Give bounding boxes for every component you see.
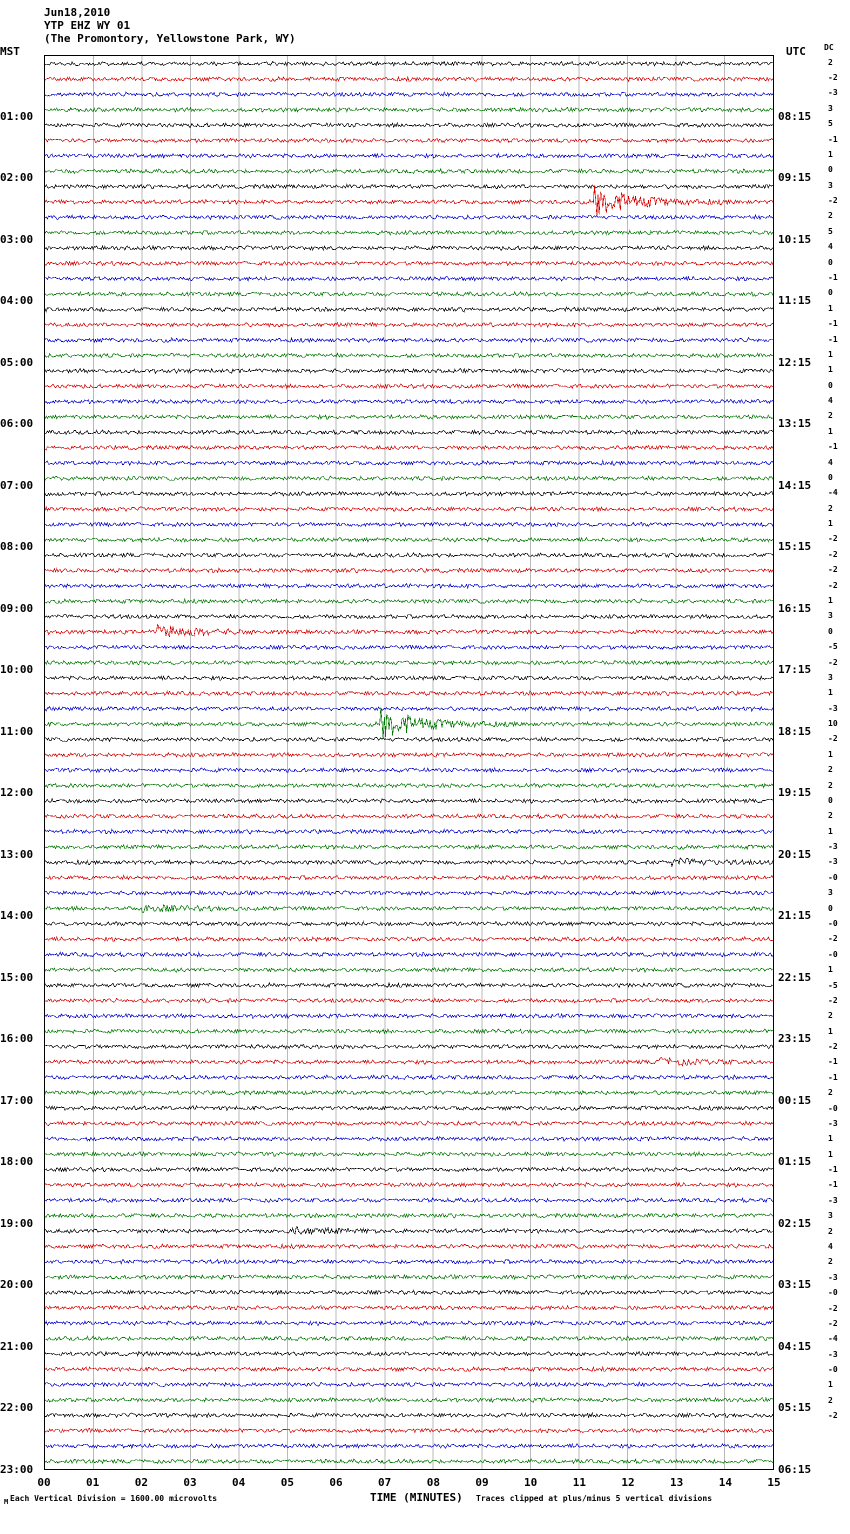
- dc-value: -2: [828, 73, 838, 83]
- header-location: (The Promontory, Yellowstone Park, WY): [44, 32, 296, 45]
- dc-value: 4: [828, 1241, 833, 1251]
- dc-value: -2: [828, 1411, 838, 1421]
- dc-value: 3: [828, 1211, 833, 1221]
- dc-value: 3: [828, 103, 833, 113]
- header-station: YTP EHZ WY 01: [44, 19, 131, 32]
- dc-value: 1: [828, 365, 833, 375]
- left-time-tick: 11:00: [0, 724, 34, 738]
- right-time-tick: 13:15: [778, 417, 812, 431]
- x-axis-tick: 07: [378, 1476, 392, 1489]
- dc-value: 3: [828, 180, 833, 190]
- left-time-tick: 16:00: [0, 1032, 34, 1046]
- right-time-tick: 08:15: [778, 109, 812, 123]
- right-time-tick: 17:15: [778, 663, 812, 677]
- right-time-tick: 11:15: [778, 294, 812, 308]
- right-time-tick: 22:15: [778, 970, 812, 984]
- dc-value: 1: [828, 1380, 833, 1390]
- dc-value: 0: [828, 903, 833, 913]
- x-axis-tick: 01: [86, 1476, 100, 1489]
- left-time-tick: 09:00: [0, 601, 34, 615]
- dc-value: 2: [828, 780, 833, 790]
- left-time-tick: 23:00: [0, 1463, 34, 1476]
- dc-value: -1: [828, 273, 838, 283]
- dc-value: -4: [828, 1334, 838, 1344]
- dc-value: 2: [828, 211, 833, 221]
- dc-value: -3: [828, 1118, 838, 1128]
- dc-value: 2: [828, 1226, 833, 1236]
- dc-value: 2: [828, 1088, 833, 1098]
- left-axis-label: MST: [0, 45, 20, 58]
- left-time-tick: 13:00: [0, 847, 34, 861]
- left-time-tick: 08:00: [0, 540, 34, 554]
- right-time-tick: 05:15: [778, 1401, 812, 1415]
- x-axis-tick: 04: [232, 1476, 246, 1489]
- dc-value: 1: [828, 426, 833, 436]
- right-time-tick: 10:15: [778, 232, 812, 246]
- right-time-tick: 23:15: [778, 1032, 812, 1046]
- right-time-tick: 12:15: [778, 355, 812, 369]
- dc-value: -1: [828, 334, 838, 344]
- dc-value: 0: [828, 380, 833, 390]
- trace-grid: [45, 56, 773, 1469]
- dc-value: -1: [828, 1057, 838, 1067]
- unit-marker: M: [4, 1498, 9, 1506]
- right-time-tick: 14:15: [778, 478, 812, 492]
- left-time-tick: 01:00: [0, 109, 34, 123]
- dc-value: 3: [828, 672, 833, 682]
- left-time-tick: 20:00: [0, 1278, 34, 1292]
- dc-column-label: DC: [824, 43, 834, 52]
- dc-value: -0: [828, 1103, 838, 1113]
- dc-value: -2: [828, 1318, 838, 1328]
- dc-value: -2: [828, 549, 838, 559]
- dc-value: 1: [828, 149, 833, 159]
- dc-value: 2: [828, 1395, 833, 1405]
- right-time-tick: 21:15: [778, 909, 812, 923]
- dc-value: 2: [828, 411, 833, 421]
- dc-value: -3: [828, 1272, 838, 1282]
- left-time-tick: 04:00: [0, 294, 34, 308]
- x-axis-tick: 02: [134, 1476, 148, 1489]
- dc-value: -1: [828, 1165, 838, 1175]
- dc-value: 10: [828, 719, 838, 729]
- x-axis-tick: 13: [670, 1476, 684, 1489]
- dc-value: 0: [828, 795, 833, 805]
- right-time-tick: 20:15: [778, 847, 812, 861]
- dc-value: -2: [828, 995, 838, 1005]
- right-axis-label: UTC: [786, 45, 806, 58]
- dc-value: -3: [828, 842, 838, 852]
- dc-value: 1: [828, 1149, 833, 1159]
- dc-value: 4: [828, 242, 833, 252]
- left-time-tick: 05:00: [0, 355, 34, 369]
- left-time-tick: 03:00: [0, 232, 34, 246]
- x-axis-tick: 14: [718, 1476, 732, 1489]
- dc-value: -2: [828, 1042, 838, 1052]
- dc-value: 1: [828, 1026, 833, 1036]
- left-time-tick: 17:00: [0, 1093, 34, 1107]
- right-time-tick: 02:15: [778, 1216, 812, 1230]
- dc-value: 1: [828, 749, 833, 759]
- dc-value: -3: [828, 1349, 838, 1359]
- dc-value: -1: [828, 134, 838, 144]
- dc-value: -1: [828, 1180, 838, 1190]
- dc-value: 2: [828, 765, 833, 775]
- dc-value: -0: [828, 949, 838, 959]
- x-axis-tick: 05: [280, 1476, 294, 1489]
- right-time-tick: 15:15: [778, 540, 812, 554]
- dc-value: 5: [828, 226, 833, 236]
- x-axis-tick: 08: [426, 1476, 440, 1489]
- right-time-tick: 18:15: [778, 724, 812, 738]
- dc-value: -1: [828, 1072, 838, 1082]
- dc-value: 1: [828, 965, 833, 975]
- dc-value: 5: [828, 119, 833, 129]
- dc-value: -2: [828, 196, 838, 206]
- right-time-tick: 09:15: [778, 171, 812, 185]
- x-axis-tick: 06: [329, 1476, 343, 1489]
- dc-value: 1: [828, 349, 833, 359]
- left-time-tick: 18:00: [0, 1155, 34, 1169]
- dc-value: -0: [828, 918, 838, 928]
- dc-value: 1: [828, 688, 833, 698]
- right-time-tick: 03:15: [778, 1278, 812, 1292]
- header-date: Jun18,2010: [44, 6, 111, 19]
- dc-value: 1: [828, 596, 833, 605]
- dc-value: -2: [828, 580, 838, 590]
- x-axis-tick: 10: [524, 1476, 538, 1489]
- dc-value: -2: [828, 657, 838, 667]
- left-time-tick: 22:00: [0, 1401, 34, 1415]
- dc-value: -4: [828, 488, 838, 498]
- right-time-tick: 16:15: [778, 601, 812, 615]
- scale-note: Each Vertical Division = 1600.00 microvolts: [10, 1494, 218, 1503]
- dc-value: 2: [828, 1257, 833, 1267]
- dc-value: 4: [828, 457, 833, 467]
- x-axis-tick: 03: [183, 1476, 197, 1489]
- dc-value: 0: [828, 472, 833, 482]
- dc-value: 0: [828, 257, 833, 267]
- dc-value: 3: [828, 611, 833, 621]
- dc-value: 1: [828, 519, 833, 529]
- dc-value: -3: [828, 1195, 838, 1205]
- clip-note: Traces clipped at plus/minus 5 vertical divisions: [476, 1494, 713, 1503]
- dc-value: 0: [828, 165, 833, 175]
- seismogram-canvas: [44, 55, 774, 1470]
- dc-value: -3: [828, 88, 838, 98]
- left-time-tick: 06:00: [0, 417, 34, 431]
- right-time-tick: 19:15: [778, 786, 812, 800]
- dc-value: -0: [828, 1365, 838, 1375]
- left-time-tick: 14:00: [0, 909, 34, 923]
- x-axis-tick: 00: [37, 1476, 51, 1489]
- left-time-tick: 19:00: [0, 1216, 34, 1230]
- dc-value: 4: [828, 396, 833, 406]
- x-axis-tick: 12: [621, 1476, 635, 1489]
- dc-value: 3: [828, 888, 833, 898]
- dc-value: -2: [828, 734, 838, 744]
- dc-value: 0: [828, 626, 833, 636]
- x-axis-title: TIME (MINUTES): [370, 1491, 463, 1504]
- dc-value: 2: [828, 503, 833, 513]
- dc-value: -3: [828, 857, 838, 867]
- x-axis-tick: 09: [475, 1476, 489, 1489]
- right-time-tick: 01:15: [778, 1155, 812, 1169]
- dc-value: -3: [828, 703, 838, 713]
- dc-value: -1: [828, 319, 838, 329]
- x-axis-tick: 11: [572, 1476, 586, 1489]
- dc-value: -5: [828, 642, 838, 652]
- left-time-tick: 15:00: [0, 970, 34, 984]
- dc-value: -1: [828, 442, 838, 452]
- dc-value: -2: [828, 534, 838, 544]
- dc-value: 1: [828, 1134, 833, 1144]
- dc-value: 2: [828, 811, 833, 821]
- dc-value: 2: [828, 57, 833, 67]
- dc-value: 1: [828, 826, 833, 836]
- left-time-tick: 10:00: [0, 663, 34, 677]
- dc-value: -0: [828, 1288, 838, 1298]
- dc-value: -5: [828, 980, 838, 990]
- dc-value: -2: [828, 565, 838, 575]
- dc-value: 0: [828, 288, 833, 298]
- right-time-tick: 04:15: [778, 1339, 812, 1353]
- left-time-tick: 07:00: [0, 478, 34, 492]
- right-time-tick: 00:15: [778, 1093, 812, 1107]
- dc-value: -0: [828, 872, 838, 882]
- left-time-tick: 12:00: [0, 786, 34, 800]
- dc-value: -2: [828, 1303, 838, 1313]
- dc-value: 2: [828, 1011, 833, 1021]
- x-axis-tick: 15: [767, 1476, 781, 1489]
- left-time-tick: 21:00: [0, 1339, 34, 1353]
- dc-value: 1: [828, 303, 833, 313]
- right-time-tick: 06:15: [778, 1463, 812, 1476]
- dc-value: -2: [828, 934, 838, 944]
- left-time-tick: 02:00: [0, 171, 34, 185]
